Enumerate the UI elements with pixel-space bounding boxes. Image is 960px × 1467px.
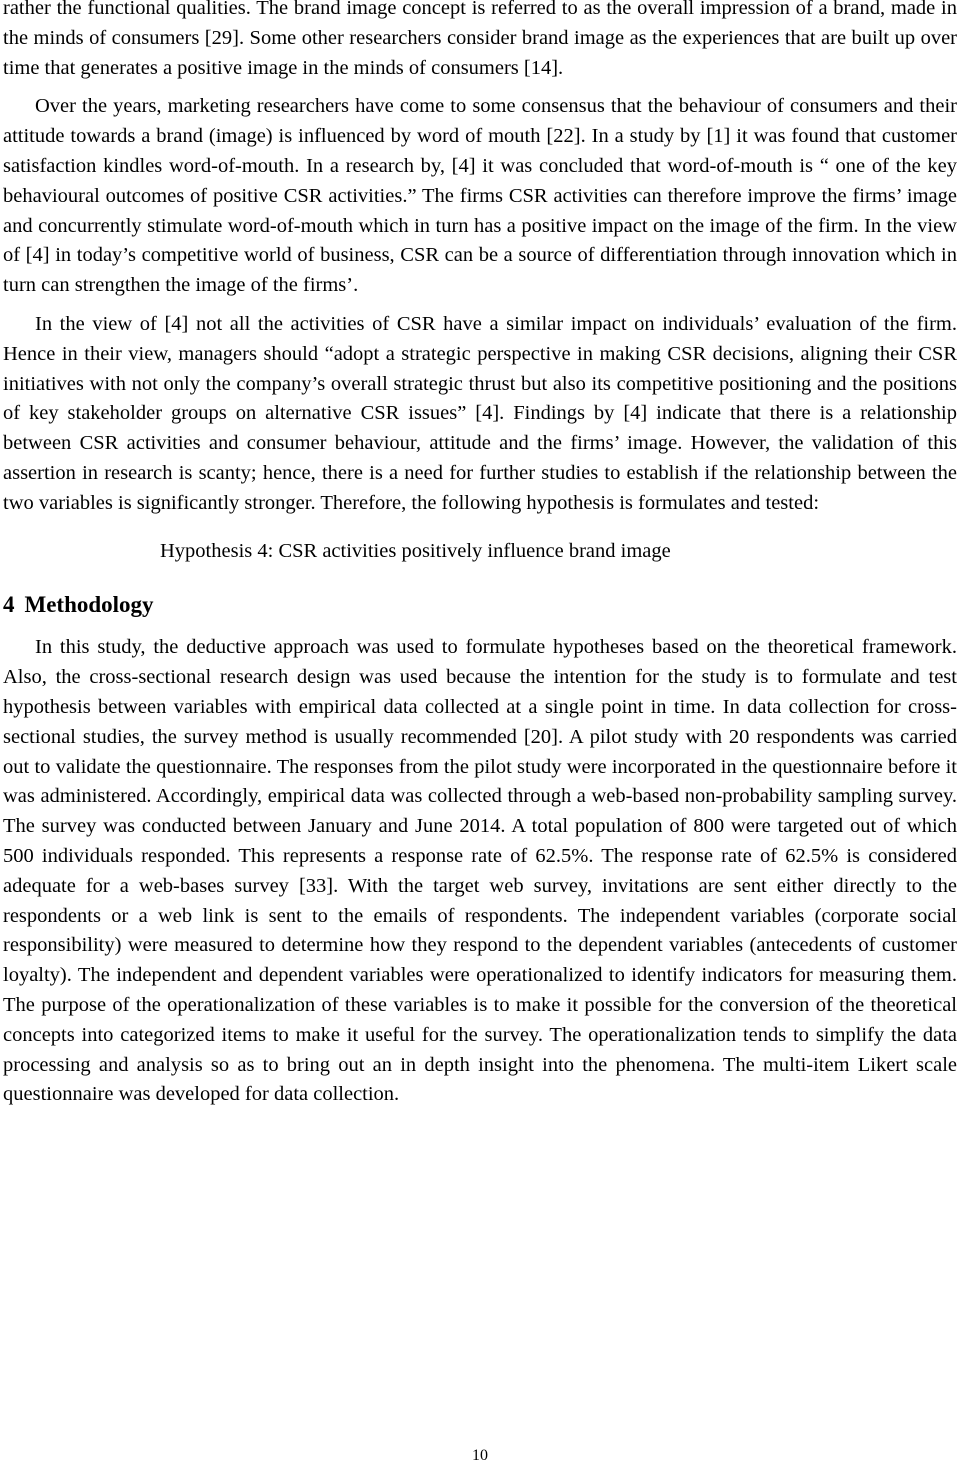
paragraph-methodology: In this study, the deductive approach was used to formulate hypotheses based on the theoretical framework. Also, the cross-sectional research design was used because the intention for the study is to formulate and test hypothesis between variables with empirical data collected at a single point in time. In data collection for cross-sectional studies, the survey method is usually recommended [20]. A pilot study with 20 respondents was carried out to validate the questionnaire. The responses from the pilot study were incorporated in the questionnaire before it was administered. Accordingly, empirical data was collected through a web-based non-probability sampling survey. The survey was conducted between January and June 2014. A total population of 800 were targeted out of which 500 individuals responded. This represents a response rate of 62.5%. The response rate of 62.5% is considered adequate for a web-bases survey [33]. With the target web survey, invitations are sent either directly to the respondents or a web link is sent to the emails of respondents. The independent variables (corporate social responsibility) were measured to determine how they respond to the dependent variables (antecedents of customer loyalty). The independent and dependent variables were operationalized to identify indicators for measuring them. The purpose of the operationalization of these variables is to make it possible for the conversion of the theoretical concepts into categorized items to make it useful for the survey. The operationalization tends to simplify the data processing and analysis so as to bring out an in depth insight into the phenomena. The multi-item Likert scale questionnaire was developed for data collection. [3, 636, 957, 1106]
page-number: 10 [472, 1447, 488, 1464]
section-title: Methodology [24, 592, 154, 618]
paragraph-csr-impact: In the view of [4] not all the activities of CSR have a similar impact on individuals’ evaluation of the firm. Hence in their view, managers should “adopt a strategic perspective in making CSR decisions, aligning their CSR initiatives with not only the company’s overall strategic thrust but also its competitive positioning and the positions of key stakeholder groups on alternative CSR issues” [4]. Findings by [4] indicate that there is a relationship between CSR activities and consumer behaviour, attitude and the firms’ image. However, the validation of this assertion in research is scanty; hence, there is a need for further studies to establish if the relationship between the two variables is significantly stronger. Therefore, the following hypothesis is formulates and tested: [3, 312, 957, 514]
paragraph-word-of-mouth: Over the years, marketing researchers have come to some consensus that the behaviour of consumers and their attitude towards a brand (image) is influenced by word of mouth [22]. In a study by [1] it was found that customer satisfaction kindles word-of-mouth. In a research by, [4] it was concluded that word-of-mouth is “ one of the key behavioural outcomes of positive CSR activities.” The firms CSR activities can therefore improve the firms’ image and concurrently stimulate word-of-mouth which in turn has a positive impact on the image of the firm. In the view of [4] in today’s competitive world of business, CSR can be a source of differentiation through innovation which in turn can strengthen the image of the firms’. [3, 95, 957, 297]
paragraph-brand-image: rather the functional qualities. The brand image concept is referred to as the overall impression of a brand, made in the minds of consumers [29]. Some other researchers consider brand image as the experiences that are built up over time that generates a positive image in the minds of consumers [14]. [3, 0, 957, 79]
section-heading-methodology [3, 590, 957, 620]
section-number: 4 [3, 592, 15, 618]
hypothesis-statement: Hypothesis 4: CSR activities positively influence brand image [160, 539, 671, 562]
document-page [3, 0, 957, 1110]
